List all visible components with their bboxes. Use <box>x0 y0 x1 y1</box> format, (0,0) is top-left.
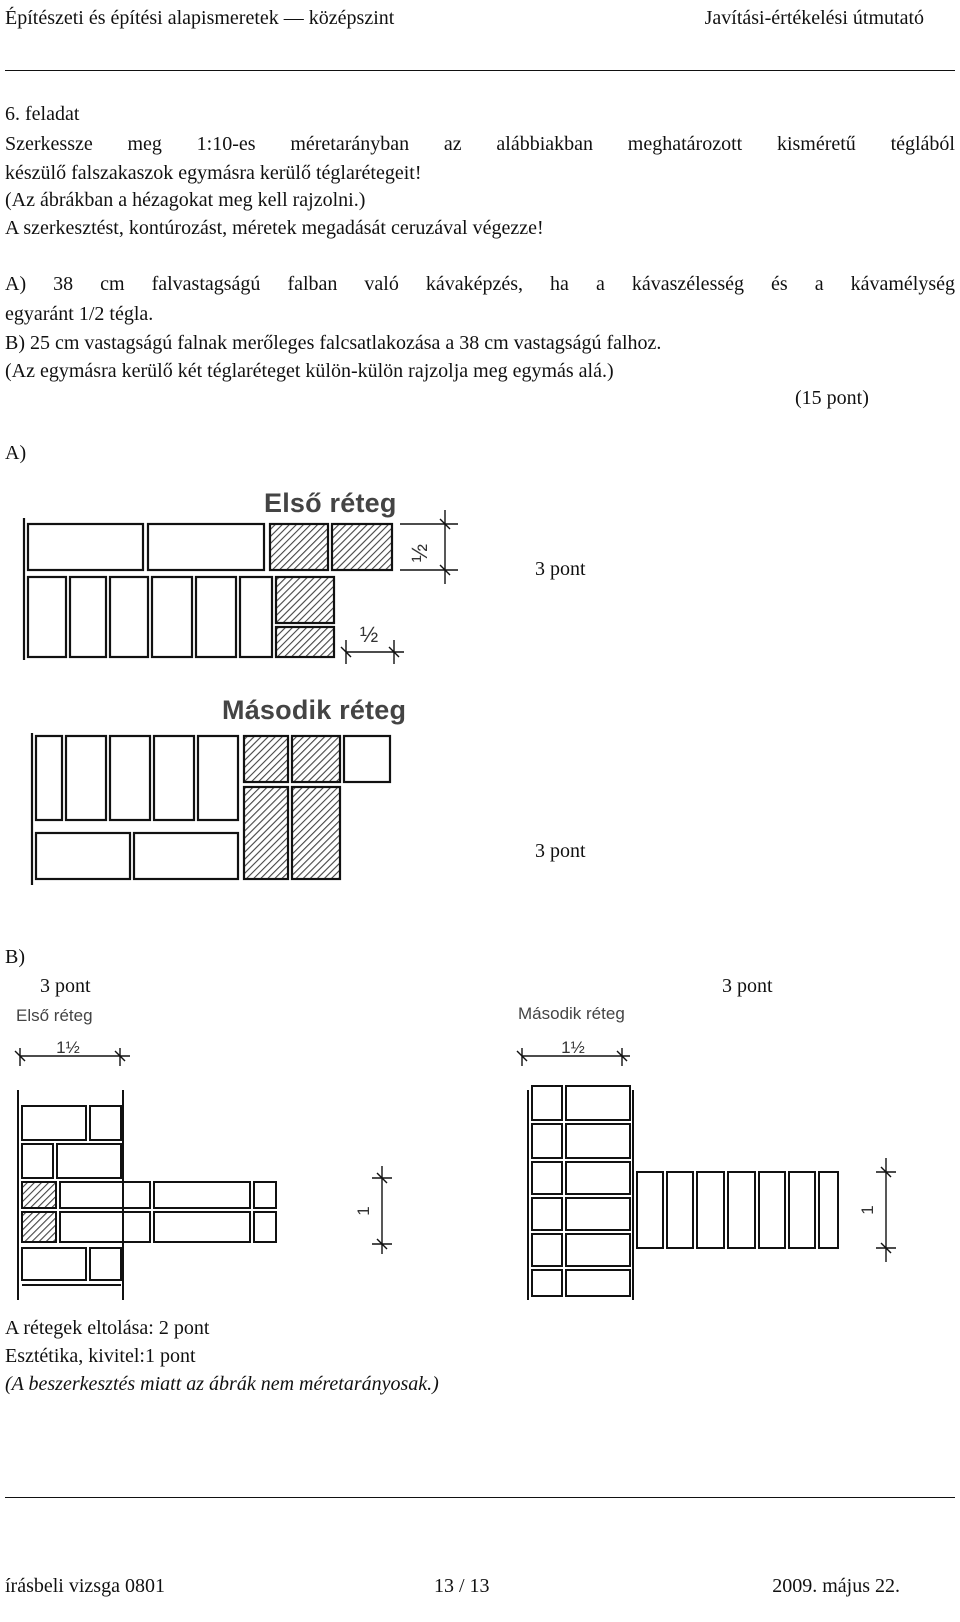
brick <box>110 577 148 657</box>
figure-b-first-title: Első réteg <box>16 1006 93 1025</box>
section-b-points-left: 3 pont <box>40 975 91 997</box>
section-b-label: B) <box>5 946 25 968</box>
brick <box>566 1086 630 1120</box>
brick-hatched <box>332 524 392 570</box>
task-b-line1: B) 25 cm vastagságú falnak merőleges falcsatlakozása a 38 cm vastagságú falhoz. <box>5 332 662 354</box>
dim-half-vertical: ½ <box>407 543 432 563</box>
task-points-total: (15 pont) <box>795 387 869 409</box>
footer-center: 13 / 13 <box>434 1575 490 1597</box>
section-a-points-second: 3 pont <box>535 840 586 862</box>
brick <box>60 1182 150 1208</box>
brick-hatched <box>276 577 334 623</box>
brick <box>198 736 238 820</box>
brick <box>566 1162 630 1194</box>
brick <box>154 1182 250 1208</box>
brick <box>134 833 238 879</box>
brick <box>90 1248 121 1280</box>
brick <box>566 1124 630 1158</box>
brick <box>532 1234 562 1266</box>
brick <box>57 1144 121 1178</box>
brick <box>110 736 150 820</box>
brick <box>254 1182 276 1208</box>
dim-b-side-right: 1 <box>858 1205 877 1215</box>
brick <box>532 1198 562 1230</box>
header-left: Építészeti és építési alapismeretek — középszint <box>5 7 395 29</box>
task-intro-line3: (Az ábrákban a hézagokat meg kell rajzolni.) <box>5 189 366 211</box>
section-b-points-right: 3 pont <box>722 975 773 997</box>
brick-hatched <box>276 627 334 657</box>
dim-half-horizontal: ½ <box>359 622 379 647</box>
brick <box>152 577 192 657</box>
task-a-line2: egyaránt 1/2 tégla. <box>5 303 154 325</box>
task-intro-line4: A szerkesztést, kontúrozást, méretek megadását ceruzával végezze! <box>5 217 544 239</box>
brick <box>667 1172 693 1248</box>
brick <box>532 1124 562 1158</box>
brick <box>22 1248 86 1280</box>
figure-b-second-layer <box>517 1048 896 1300</box>
brick <box>532 1086 562 1120</box>
brick-hatched <box>22 1182 56 1208</box>
task-b-line2: (Az egymásra kerülő két téglaréteget külön-külön rajzolja meg egymás alá.) <box>5 360 614 382</box>
footer-left: írásbeli vizsga 0801 <box>5 1575 165 1597</box>
scoring-line3: (A beszerkesztés miatt az ábrák nem méretarányosak.) <box>5 1373 439 1395</box>
task-a-line1: A) 38 cm falvastagságú falban való kávaképzés, ha a kávaszélesség és a kávamélység <box>5 273 955 295</box>
brick <box>254 1212 276 1242</box>
dim-b-top-right: 1½ <box>561 1038 585 1057</box>
brick-hatched <box>292 736 340 782</box>
figure-b-second-title: Második réteg <box>518 1004 625 1023</box>
scoring-line1: A rétegek eltolása: 2 pont <box>5 1317 210 1339</box>
brick <box>36 736 62 820</box>
scoring-line2: Esztétika, kivitel:1 pont <box>5 1345 196 1367</box>
brick <box>532 1162 562 1194</box>
brick-hatched <box>244 736 288 782</box>
brick <box>637 1172 663 1248</box>
brick <box>60 1212 150 1242</box>
task-title: 6. feladat <box>5 103 80 125</box>
brick <box>566 1198 630 1230</box>
brick <box>789 1172 815 1248</box>
section-a-label: A) <box>5 442 27 464</box>
brick <box>148 524 264 570</box>
brick <box>196 577 236 657</box>
brick <box>728 1172 755 1248</box>
brick <box>154 1212 250 1242</box>
footer-rule <box>5 1497 955 1498</box>
figure-a-second-layer <box>32 733 390 885</box>
brick <box>819 1172 838 1248</box>
header-right: Javítási-értékelési útmutató <box>704 7 924 29</box>
section-a-points-first: 3 pont <box>535 558 586 580</box>
brick <box>697 1172 724 1248</box>
brick-hatched <box>244 787 288 879</box>
brick <box>22 1144 53 1178</box>
figure-a-first-title: Első réteg <box>264 488 397 518</box>
brick <box>566 1270 630 1296</box>
brick <box>240 577 272 657</box>
brick <box>344 736 390 782</box>
task-intro-line1: Szerkessze meg 1:10-es méretarányban az alábbiakban meghatározott kisméretű téglából <box>5 133 955 155</box>
brick <box>759 1172 785 1248</box>
brick-hatched <box>22 1212 56 1242</box>
brick-hatched <box>292 787 340 879</box>
dim-b-top-left: 1½ <box>56 1038 80 1057</box>
brick <box>154 736 194 820</box>
brick <box>70 577 106 657</box>
brick <box>532 1270 562 1296</box>
brick-hatched <box>270 524 328 570</box>
brick <box>28 524 143 570</box>
brick <box>22 1106 86 1140</box>
figure-a-first-layer <box>24 518 392 660</box>
brick <box>566 1234 630 1266</box>
brick <box>66 736 106 820</box>
brick <box>36 833 130 879</box>
task-intro-line2: készülő falszakaszok egymásra kerülő téglarétegeit! <box>5 162 422 184</box>
brick <box>90 1106 121 1140</box>
dim-b-side-left: 1 <box>354 1206 373 1216</box>
footer-right: 2009. május 22. <box>772 1575 900 1597</box>
figure-a-second-title: Második réteg <box>222 695 407 725</box>
brick <box>28 577 66 657</box>
figure-b-first-layer <box>15 1048 392 1300</box>
